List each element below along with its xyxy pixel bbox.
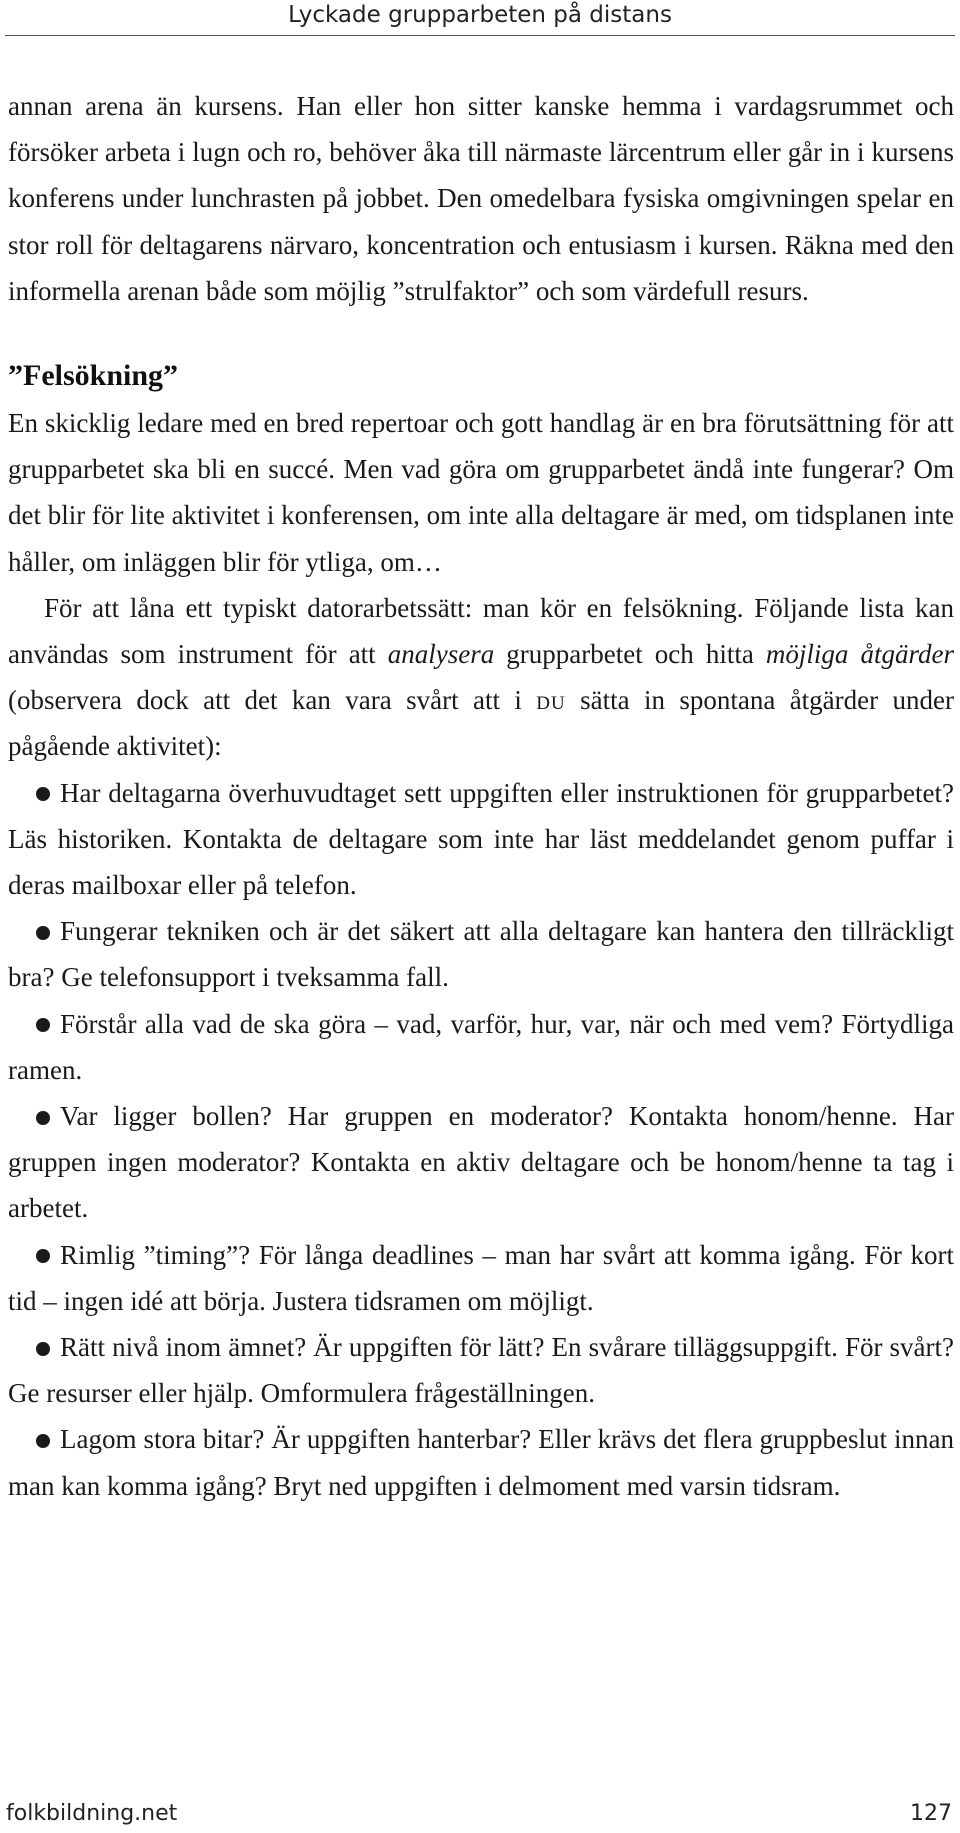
section-heading: ”Felsökning”: [8, 359, 179, 393]
bullet-text: Var ligger bollen? Har gruppen en moderator? Kontakta honom/henne. Har gruppen ingen moderator? Kontakta en aktiv deltagare och be honom/henne ta tag i arbetet.: [8, 1101, 954, 1224]
bullet-item: [8, 908, 954, 1000]
paragraph-text: grupparbetet och hitta: [494, 639, 766, 670]
paragraph-felsokning-method: [8, 585, 954, 770]
bullet-item: [8, 1324, 954, 1416]
bullet-item: [8, 1093, 954, 1232]
bullet-item: [8, 1001, 954, 1093]
bullet-dot-icon: [36, 926, 50, 940]
emphasis-analysera: analysera: [387, 639, 495, 670]
paragraph-text: För att låna ett typiskt datorarbetssätt: man kör en felsökning. Följande lista kan användas som instrument för att: [8, 592, 954, 670]
running-header: Lyckade grupparbeten på distans: [288, 2, 672, 28]
bullet-dot-icon: [36, 1249, 50, 1263]
bullet-dot-icon: [36, 1434, 50, 1448]
page-body: [8, 83, 954, 1509]
bullet-text: Förstår alla vad de ska göra – vad, varför, hur, var, när och med vem? Förtydliga ramen.: [8, 1008, 954, 1085]
intro-paragraph: annan arena än kursens. Han eller hon sitter kanske hemma i vardagsrummet och försöker arbeta i lugn och ro, behöver åka till närmaste lärcentrum eller går in i kursens konferens under lunchrasten på jobbet. Den omedelbara fysiska omgivningen spelar en stor roll för deltagarens närvaro, koncentration och entusiasm i kursen. Räkna med den informella arenan både som möjlig ”strulfaktor” och som värdefull resurs.: [8, 91, 954, 306]
bullet-text: Rimlig ”timing”? För långa deadlines – man har svårt att komma igång. För kort tid – ingen idé att börja. Justera tidsramen om möjligt.: [8, 1239, 954, 1316]
paragraph-felsokning-intro: En skicklig ledare med en bred repertoar och gott handlag är en bra förutsättning för att grupparbetet ska bli en succé. Men vad göra om grupparbetet ändå inte fungerar? Om det blir för lite aktivitet i konferensen, om inte alla deltagare är med, om tidsplanen inte håller, om inläggen blir för ytliga, om…: [8, 408, 954, 577]
bullet-dot-icon: [36, 1111, 50, 1125]
bullet-text: Har deltagarna överhuvudtaget sett uppgiften eller instruktionen för grupparbetet? Läs historiken. Kontakta de deltagare som inte har läst meddelandet genom puffar i deras mailboxar eller på telefon.: [8, 777, 954, 901]
page-number: 127: [910, 1801, 952, 1826]
bullet-text: Lagom stora bitar? Är uppgiften hanterbar? Eller krävs det flera gruppbeslut innan man kan komma igång? Bryt ned uppgiften i delmoment med varsin tidsram.: [8, 1424, 954, 1501]
bullet-dot-icon: [36, 1018, 50, 1032]
bullet-dot-icon: [36, 787, 50, 801]
paragraph-text: sätta in spontana åtgärder under pågående aktivitet):: [8, 685, 954, 762]
abbreviation-du: du: [536, 685, 566, 716]
header-divider: [5, 35, 955, 36]
bullet-text: Rätt nivå inom ämnet? Är uppgiften för lätt? En svårare tilläggsuppgift. För svårt? Ge resurser eller hjälp. Omformulera frågeställningen.: [8, 1332, 954, 1409]
bullet-text: Fungerar tekniken och är det säkert att alla deltagare kan hantera den tillräckligt bra? Ge telefonsupport i tveksamma fall.: [8, 916, 954, 993]
bullet-item: [8, 770, 954, 909]
bullet-item: [8, 1416, 954, 1508]
paragraph-text: (observera dock att det kan vara svårt att i: [8, 685, 537, 716]
footer-site: folkbildning.net: [6, 1801, 178, 1826]
emphasis-mojliga-atgarder: möjliga åtgärder: [765, 639, 954, 670]
bullet-item: [8, 1232, 954, 1324]
bullet-dot-icon: [36, 1342, 50, 1356]
